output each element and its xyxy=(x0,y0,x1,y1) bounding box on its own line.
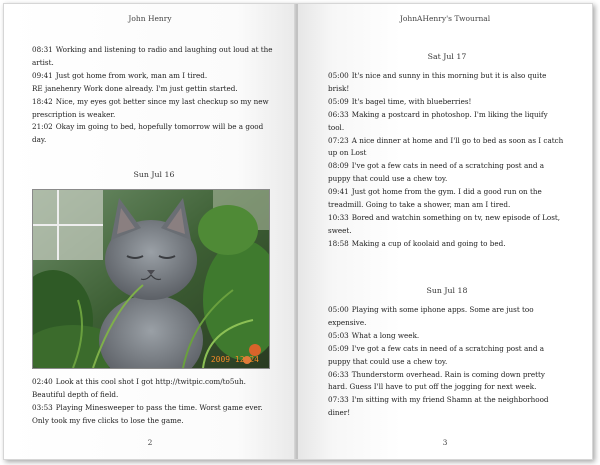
journal-entry: 10:33 Bored and watchin something on tv, new episode of Lost, sweet. xyxy=(328,212,561,235)
journal-entry: 05:09 It's bagel time, with blueberries! xyxy=(328,96,472,106)
journal-entry: 05:03 What a long week. xyxy=(328,330,420,340)
journal-entry: 18:42 Nice, my eyes got better since my last checkup so my new prescription is weaker. xyxy=(32,96,269,119)
cat-photo-image xyxy=(33,190,269,368)
journal-entry: 06:33 Making a postcard in photoshop. I'm liking the liquify tool. xyxy=(328,109,548,132)
right-page xyxy=(298,4,592,459)
journal-entry: 02:40 Look at this cool shot I got http://twitpic.com/to5uh. Beautiful depth of field. xyxy=(32,377,246,399)
journal-entry: 05:00 Playing with some iphone apps. Some are just too expensive. xyxy=(328,305,534,327)
journal-entry: 09:41 Just got home from work, man am I tired. xyxy=(32,70,208,80)
running-head-left: John Henry xyxy=(128,14,172,23)
book-spread xyxy=(3,3,593,460)
journal-entry: 06:33 Thunderstorm overhead. Rain is coming down pretty hard. Guess I'll have to put off the jogging for next week. xyxy=(328,369,545,392)
left-top-entries xyxy=(4,44,296,147)
journal-entry: 18:58 Making a cup of koolaid and going to bed. xyxy=(328,238,506,248)
photo-date-stamp: 2009 12 24 xyxy=(210,355,259,364)
journal-entry: 07:33 I'm sitting with my friend Shamn at the neighborhood diner! xyxy=(328,395,549,418)
running-head-right: JohnAHenry's Twournal xyxy=(399,14,491,23)
page-number-right: 3 xyxy=(442,438,448,447)
cat-photo xyxy=(32,189,270,369)
journal-entry: 05:09 I've got a few cats in need of a scratching post and a puppy that could use a chew toy. xyxy=(328,343,545,366)
journal-entry: 08:31 Working and listening to radio and laughing out loud at the artist. xyxy=(32,45,273,67)
day-heading: Sat Jul 17 xyxy=(427,52,467,61)
journal-entry: 05:00 It's nice and sunny in this morning but it is also quite brisk! xyxy=(328,71,547,93)
page-number-left: 2 xyxy=(147,438,153,447)
journal-entry: 08:09 I've got a few cats in need of a scratching post and a puppy that could use a chew toy. xyxy=(328,161,545,184)
day-sat-jul-17 xyxy=(298,52,592,251)
day-heading-container xyxy=(4,170,296,179)
journal-entry: 07:23 A nice dinner at home and I'll go to bed as soon as I catch up on Lost xyxy=(328,135,564,158)
journal-entry: 03:53 Playing Minesweeper to pass the time. Worst game ever. Only took my five clicks to lose the game. xyxy=(32,402,263,425)
day-sun-jul-18 xyxy=(298,286,592,420)
journal-entry: RE janehenry Work done already. I'm just gettin started. xyxy=(32,83,238,93)
day-heading: Sun Jul 18 xyxy=(426,286,468,295)
journal-entry: 21:02 Okay im going to bed, hopefully tomorrow will be a good day. xyxy=(32,122,264,145)
left-page xyxy=(4,4,296,459)
day-heading: Sun Jul 16 xyxy=(133,170,175,179)
left-bottom-entries xyxy=(4,376,296,428)
journal-entry: 09:41 Just got home from the gym. I did a good run on the treadmill. Going to take a shower, man am I tired. xyxy=(328,187,542,210)
